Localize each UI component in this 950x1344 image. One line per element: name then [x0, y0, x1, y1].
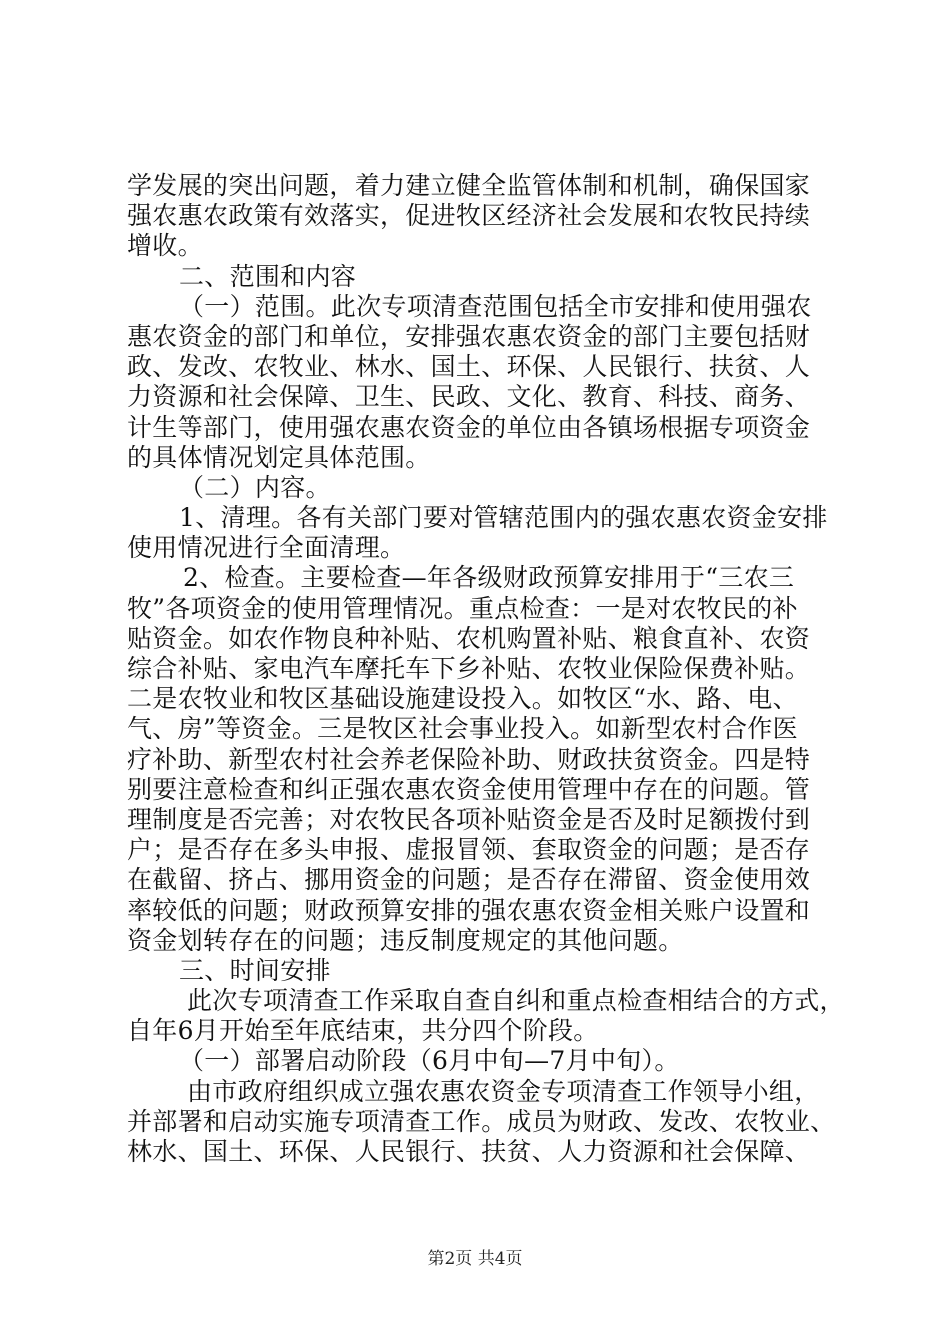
text-line: 力资源和社会保障、卫生、民政、文化、教育、科技、商务、: [127, 382, 811, 412]
section-heading: 二、范围和内容: [179, 261, 357, 291]
text-line: 在截留、挤占、挪用资金的问题；是否存在滞留、资金使用效: [127, 865, 811, 895]
text-line: 学发展的突出问题，着力建立健全监管体制和机制，确保国家: [127, 171, 811, 200]
subsection-heading: （二）内容。: [179, 472, 331, 502]
text-line: 1、清理。各有关部门要对管辖范围内的强农惠农资金安排: [179, 503, 828, 533]
text-line: 的具体情况划定具体范围。: [127, 442, 431, 472]
body-text: [127, 171, 845, 1167]
page-number-footer: 第2页 共4页: [427, 1249, 523, 1269]
text-line: 使用情况进行全面清理。: [127, 533, 406, 563]
text-line: 强农惠农政策有效落实，促进牧区经济社会发展和农牧民持续: [127, 201, 811, 231]
text-line: （一）范围。此次专项清查范围包括全市安排和使用强农: [179, 291, 812, 321]
text-line: 自年6月开始至年底结束，共分四个阶段。: [127, 1016, 599, 1046]
text-line: 牧”各项资金的使用管理情况。重点检查：一是对农牧民的补: [127, 593, 798, 623]
text-line: 疗补助、新型农村社会养老保险补助、财政扶贫资金。四是特: [127, 744, 811, 774]
text-line: 增收。: [127, 231, 203, 261]
text-line: 林水、国土、环保、人民银行、扶贫、人力资源和社会保障、: [127, 1137, 811, 1166]
text-line: 由市政府组织成立强农惠农资金专项清查工作领导小组，: [187, 1076, 820, 1106]
text-line: 计生等部门，使用强农惠农资金的单位由各镇场根据专项资金: [127, 412, 811, 442]
section-heading: 三、时间安排: [179, 955, 331, 985]
text-line: 别要注意检查和纠正强农惠农资金使用管理中存在的问题。管: [127, 774, 811, 804]
text-line: 综合补贴、家电汽车摩托车下乡补贴、农牧业保险保费补贴。: [127, 654, 811, 683]
text-line: 并部署和启动实施专项清查工作。成员为财政、发改、农牧业、: [127, 1106, 836, 1136]
text-line: 率较低的问题；财政预算安排的强农惠农资金相关账户设置和: [127, 895, 811, 925]
text-line: 贴资金。如农作物良种补贴、农机购置补贴、粮食直补、农资: [127, 623, 811, 653]
subsection-heading: （一）部署启动阶段（6月中旬—7月中旬）。: [179, 1046, 680, 1076]
text-line: 此次专项清查工作采取自查自纠和重点检查相结合的方式，: [187, 986, 845, 1016]
text-line: 气、房”等资金。三是牧区社会事业投入。如新型农村合作医: [127, 714, 798, 744]
text-line: 户；是否存在多头申报、虚报冒领、套取资金的问题；是否存: [127, 835, 811, 865]
text-line: 资金划转存在的问题；违反制度规定的其他问题。: [127, 925, 684, 955]
text-line: 二是农牧业和牧区基础设施建设投入。如牧区“水、路、电、: [127, 684, 798, 714]
text-line: 政、发改、农牧业、林水、国土、环保、人民银行、扶贫、人: [127, 352, 811, 382]
text-line: 惠农资金的部门和单位，安排强农惠农资金的部门主要包括财: [127, 321, 811, 351]
text-line: 理制度是否完善；对农牧民各项补贴资金是否及时足额拨付到: [127, 804, 811, 834]
text-line: 2、检查。主要检查—年各级财政预算安排用于“三农三: [183, 563, 795, 593]
